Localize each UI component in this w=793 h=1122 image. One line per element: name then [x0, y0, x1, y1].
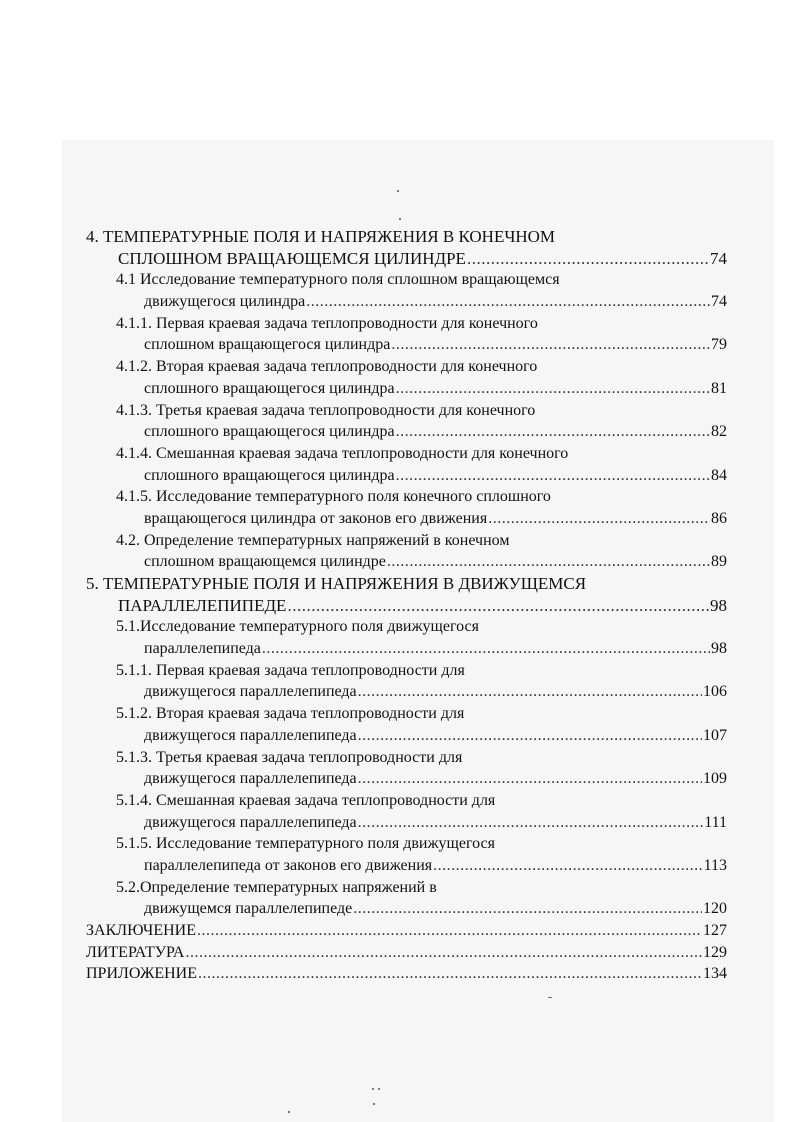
toc-entry-label: параллелепипеда: [144, 640, 261, 658]
toc-dot-leader: [358, 725, 702, 747]
toc-dot-leader: [353, 898, 702, 920]
toc-entry-title: [0, 313, 793, 335]
toc-entry-title: [0, 400, 793, 422]
toc-entry-label: 4. ТЕМПЕРАТУРНЫЕ ПОЛЯ И НАПРЯЖЕНИЯ В КОНЕЧНОМ: [86, 227, 556, 246]
toc-entry-label: вращающегося цилиндра от законов его движения: [144, 509, 488, 527]
toc-dot-leader: [396, 465, 710, 487]
toc-entry-label: движущегося параллелепипеда: [144, 770, 357, 788]
toc-entry-line[interactable]: [0, 725, 793, 747]
toc-entry-label: ПРИЛОЖЕНИЕ: [86, 965, 198, 983]
toc-dot-leader: [387, 551, 710, 573]
toc-entry-title: [0, 530, 793, 552]
toc-dot-leader: [396, 421, 710, 443]
toc-entry-label: движущемся параллелепипеде: [144, 900, 353, 918]
toc-entry-label: 4.1.4. Смешанная краевая задача теплопроводности для конечного: [116, 444, 569, 462]
toc-dot-leader: [391, 334, 710, 356]
toc-dot-leader: [433, 855, 702, 877]
toc-entry-title: [0, 356, 793, 378]
toc-entry-label: движущегося цилиндра: [144, 293, 306, 311]
toc-page-number: 109: [703, 770, 727, 788]
toc-entry-label: 4.1 Исследование температурного поля сплошном вращающемся: [116, 271, 560, 289]
toc-dot-leader: [197, 920, 702, 942]
toc-entry-label: 4.1.5. Исследование температурного поля конечного сплошного: [116, 488, 551, 506]
toc-entry-title: [0, 877, 793, 899]
scan-speck: [288, 1111, 290, 1113]
toc-entry-line[interactable]: [0, 942, 793, 964]
toc-entry-title: [0, 486, 793, 508]
scan-speck: [399, 218, 401, 220]
toc-entry-line[interactable]: [0, 334, 793, 356]
toc-entry-line[interactable]: [0, 465, 793, 487]
toc-entry-line[interactable]: [0, 855, 793, 877]
toc-entry-label: сплошном вращающемся цилиндре: [144, 553, 386, 571]
toc-page-number: 86: [711, 509, 727, 527]
toc-page-number: 74: [711, 293, 727, 311]
toc-entry-label: 5.1.4. Смешанная краевая задача теплопроводности для: [116, 791, 496, 809]
toc-page-number: 98: [711, 640, 727, 658]
toc-page-number: 106: [703, 683, 727, 701]
toc-page-number: 79: [711, 336, 727, 354]
toc-entry-title: [0, 660, 793, 682]
toc-entry-label: сплошного вращающегося цилиндра: [144, 379, 395, 397]
toc-entry-label: 5.1.Исследование температурного поля движущегося: [116, 618, 479, 636]
toc-entry-line[interactable]: [0, 812, 793, 834]
toc-dot-leader: [198, 963, 702, 985]
toc-entry-line[interactable]: [0, 508, 793, 530]
toc-entry-title: [0, 833, 793, 855]
toc-entry-label: ЛИТЕРАТУРА: [86, 943, 185, 961]
toc-entry-label: движущегося параллелепипеда: [144, 683, 357, 701]
toc-entry-title: [0, 616, 793, 638]
toc-entry-line[interactable]: [0, 421, 793, 443]
toc-page-number: 127: [703, 922, 727, 939]
toc-entry-label: 5.1.2. Вторая краевая задача теплопроводности для: [116, 705, 465, 723]
toc-page-number: 81: [711, 379, 727, 397]
toc-entry-label: 4.1.2. Вторая краевая задача теплопроводности для конечного: [116, 358, 538, 376]
toc-page-number: 74: [710, 248, 727, 268]
toc-entry-line[interactable]: [0, 768, 793, 790]
toc-entry-title: [0, 443, 793, 465]
toc-dot-leader: [185, 942, 702, 964]
toc-entry-title: [0, 747, 793, 769]
toc-page-number: 111: [704, 813, 727, 831]
toc-entry-label: сплошного вращающегося цилиндра: [144, 423, 395, 441]
toc-entry-label: ЗАКЛЮЧЕНИЕ: [86, 922, 196, 939]
toc-entry-label: 4.1.3. Третья краевая задача теплопроводности для конечного: [116, 401, 536, 419]
toc-entry-label: 5.1.5. Исследование температурного поля движущегося: [116, 835, 495, 853]
toc-dot-leader: [358, 681, 702, 703]
toc-entry-label: 5.1.1. Первая краевая задача теплопроводности для: [116, 661, 465, 679]
toc-entry-line[interactable]: [0, 920, 793, 942]
scan-speck: [372, 1088, 374, 1090]
toc-page-number: 107: [703, 726, 727, 744]
toc-dot-leader: [287, 595, 709, 617]
toc-entry-line[interactable]: [0, 963, 793, 985]
toc-entry-line[interactable]: [0, 378, 793, 400]
toc-entry-title: [0, 269, 793, 291]
toc-entry-label: 4.1.1. Первая краевая задача теплопроводности для конечного: [116, 314, 538, 332]
scan-speck: [373, 1103, 375, 1105]
toc-entry-label: сплошном вращающегося цилиндра: [144, 336, 391, 354]
toc-entry-title: [0, 703, 793, 725]
toc-entry-line[interactable]: [0, 551, 793, 573]
scan-speck: [397, 190, 399, 192]
toc-entry-line[interactable]: [0, 595, 793, 617]
toc-dot-leader: [358, 768, 702, 790]
toc-dot-leader: [488, 508, 710, 530]
toc-entry-line[interactable]: [0, 638, 793, 660]
toc-dot-leader: [396, 378, 710, 400]
toc-entry-label: движущегося параллелепипеда: [144, 726, 357, 744]
toc-entry-line[interactable]: [0, 248, 793, 270]
toc-entry-label: 5.1.3. Третья краевая задача теплопроводности для: [116, 748, 463, 766]
toc-dot-leader: [467, 248, 709, 270]
toc-page-number: 98: [710, 595, 727, 615]
toc-entry-label: 5.2.Определение температурных напряжений в: [116, 878, 437, 896]
toc-page-number: 84: [711, 466, 727, 484]
toc-entry-label: 5. ТЕМПЕРАТУРНЫЕ ПОЛЯ И НАПРЯЖЕНИЯ В ДВИЖУЩЕМСЯ: [86, 574, 587, 593]
toc-page-number: 113: [703, 856, 727, 874]
toc-dot-leader: [306, 291, 710, 313]
toc-dot-leader: [358, 812, 704, 834]
toc-entry-label: сплошного вращающегося цилиндра: [144, 466, 395, 484]
toc-page-number: 134: [703, 965, 727, 983]
toc-entry-title: [0, 226, 793, 248]
toc-entry-label: 4.2. Определение температурных напряжений в конечном: [116, 531, 510, 549]
table-of-contents: [0, 226, 793, 985]
toc-page-number: 89: [711, 553, 727, 571]
scan-speck: [548, 997, 552, 998]
toc-entry-label: движущегося параллелепипеда: [144, 813, 357, 831]
toc-entry-label: ПАРАЛЛЕЛЕПИПЕДЕ: [118, 595, 287, 615]
toc-page-number: 82: [711, 423, 727, 441]
toc-page-number: 129: [703, 943, 727, 961]
toc-entry-label: параллелепипеда от законов его движения: [144, 856, 433, 874]
scan-speck: [378, 1088, 380, 1090]
toc-entry-label: СПЛОШНОМ ВРАЩАЮЩЕМСЯ ЦИЛИНДРЕ: [118, 248, 466, 268]
toc-entry-line[interactable]: [0, 898, 793, 920]
toc-entry-title: [0, 790, 793, 812]
toc-entry-title: [0, 573, 793, 595]
toc-entry-line[interactable]: [0, 681, 793, 703]
toc-page-number: 120: [703, 900, 727, 918]
toc-entry-line[interactable]: [0, 291, 793, 313]
toc-dot-leader: [262, 638, 710, 660]
